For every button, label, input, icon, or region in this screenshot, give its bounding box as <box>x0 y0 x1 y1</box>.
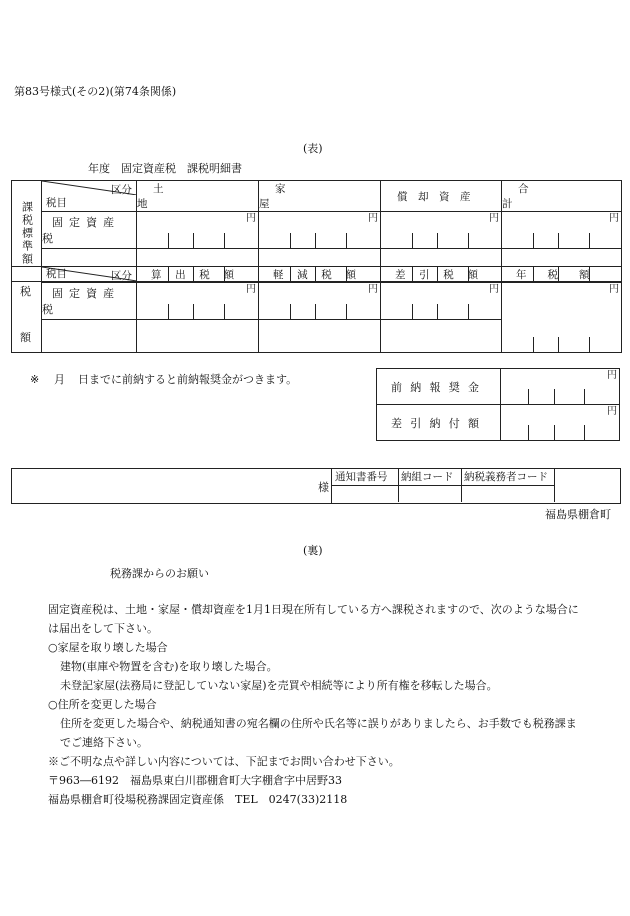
back-side-label: (裏) <box>303 544 323 557</box>
calculated-tax-cell[interactable] <box>137 283 259 320</box>
net-payment-amount[interactable] <box>501 405 620 441</box>
yen-unit: 円 <box>609 213 619 224</box>
diag-kubun: 区分 <box>111 184 132 196</box>
inquiry-note: ※ご不明な点や詳しい内容については、下記までお問い合わせ下さい。 <box>48 755 400 768</box>
body-line-1: 固定資産税は、土地・家屋・償却資産を1月1日現在所有している方へ課税されますので、次のような場合に <box>48 603 579 616</box>
yen-unit: 円 <box>489 213 499 224</box>
column-building: 家屋 <box>259 183 330 210</box>
sama-honorific: 様 <box>318 481 329 494</box>
amount-cell-land[interactable] <box>137 212 259 249</box>
net-payment-label: 差引納付額 <box>391 416 488 430</box>
notice-number-field[interactable] <box>332 485 399 502</box>
net-tax-cell[interactable] <box>381 283 502 320</box>
tax-row-label-top: 税 <box>20 285 31 298</box>
body-line-address-1: 住所を変更した場合や、納税通知書の宛名欄の住所や氏名等に誤りがありましたら、お手数でも税務課ま <box>60 717 577 730</box>
address-box <box>11 468 621 504</box>
diag-zeimoku: 税目 <box>46 197 67 209</box>
group-code-label: 納組コード <box>401 470 454 483</box>
diag-kubun-2: 区分 <box>111 270 132 282</box>
amount-cell-total[interactable] <box>502 212 622 249</box>
body-line-demolished-2: 未登記家屋(法務局に登記していない家屋)を売買や相続等により所有権を移転した場合。 <box>60 679 498 692</box>
yen-unit: 円 <box>246 284 256 295</box>
yen-unit: 円 <box>607 406 617 417</box>
reduced-tax-cell-2[interactable] <box>259 320 381 353</box>
form-number: 第83号様式(その2)(第74条関係) <box>14 85 177 98</box>
yen-unit: 円 <box>368 213 378 224</box>
assessment-row-label: 課税標準額 <box>20 200 34 266</box>
yen-unit: 円 <box>489 284 499 295</box>
yen-unit: 円 <box>246 213 256 224</box>
tax-diagonal-header <box>42 267 137 283</box>
amount-cell-building[interactable] <box>259 212 381 249</box>
prepay-note-month: 月 <box>54 373 65 386</box>
diag-zeimoku-2: 税目 <box>46 268 67 280</box>
amount-cell-assets[interactable] <box>381 212 502 249</box>
column-net-tax: 差引税額 <box>395 269 492 281</box>
tax-item-fixed-asset-2: 固定資産税 <box>42 287 121 316</box>
heading-address-change: ○住所を変更した場合 <box>48 698 157 711</box>
prepay-reward-label: 前納報奨金 <box>391 380 488 394</box>
request-title: 税務課からのお願い <box>110 567 209 580</box>
calculated-tax-cell-2[interactable] <box>137 320 259 353</box>
heading-demolished: ○家屋を取り壊した場合 <box>48 641 168 654</box>
notice-number-label: 通知書番号 <box>335 470 388 483</box>
taxpayer-code-label: 納税義務者コード <box>464 470 548 483</box>
net-tax-cell-2[interactable] <box>381 320 502 353</box>
column-annual-tax: 年税額 <box>516 269 611 281</box>
reduced-tax-cell[interactable] <box>259 283 381 320</box>
body-line-address-2: でご連絡下さい。 <box>60 736 148 749</box>
column-land: 土地 <box>137 183 208 210</box>
assessment-diagonal-header <box>42 181 137 212</box>
column-depreciable-assets: 償却資産 <box>397 190 481 203</box>
code-table <box>331 468 555 502</box>
body-line-2: は届出をして下さい。 <box>48 622 158 635</box>
front-side-label: (表) <box>303 142 323 155</box>
prepay-note-text: 日までに前納すると前納報奨金がつきます。 <box>78 373 298 386</box>
tax-item-fixed-asset: 固定資産税 <box>42 216 121 245</box>
prepay-table <box>376 368 620 441</box>
prepay-note-mark: ※ <box>30 373 40 386</box>
contact-office: 福島県棚倉町役場税務課固定資産係 TEL 0247(33)2118 <box>48 793 348 806</box>
postal-address: 〒963―6192 福島県東白川郡棚倉町大字棚倉字中居野33 <box>48 774 342 787</box>
tax-row-label-cell <box>12 267 42 353</box>
yen-unit: 円 <box>368 284 378 295</box>
column-calculated-tax: 算出税額 <box>151 269 248 281</box>
column-reduced-tax: 軽減税額 <box>273 269 370 281</box>
taxpayer-code-field[interactable] <box>462 485 555 502</box>
form-title: 年度 固定資産税 課税明細書 <box>88 162 242 175</box>
group-code-field[interactable] <box>399 485 462 502</box>
tax-amount-table <box>11 266 622 353</box>
annual-tax-cell[interactable] <box>502 283 622 353</box>
column-total: 合計 <box>502 183 573 210</box>
tax-row-label-bottom: 額 <box>20 331 31 344</box>
yen-unit: 円 <box>607 370 617 381</box>
body-line-demolished-1: 建物(車庫や物置を含む)を取り壊した場合。 <box>60 660 278 673</box>
yen-unit: 円 <box>609 284 619 295</box>
prepay-reward-amount[interactable] <box>501 369 620 405</box>
municipality: 福島県棚倉町 <box>545 508 611 521</box>
